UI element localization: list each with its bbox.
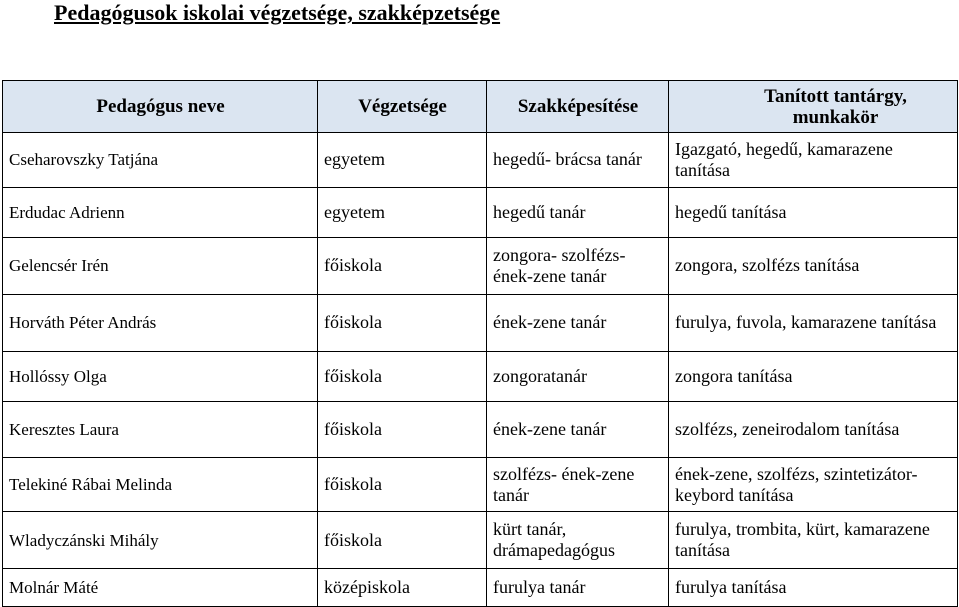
teacher-subjects: furulya tanítása bbox=[669, 569, 958, 607]
teacher-qualification: ének-zene tanár bbox=[487, 294, 669, 351]
header-row bbox=[3, 81, 958, 133]
table-row bbox=[3, 238, 958, 295]
staff-qualification-table bbox=[2, 80, 958, 607]
teacher-qualification: hegedű tanár bbox=[487, 187, 669, 237]
teacher-qualification: kürt tanár, drámapedagógus bbox=[487, 512, 669, 569]
teacher-name: Hollóssy Olga bbox=[3, 351, 318, 401]
teacher-subjects: furulya, fuvola, kamarazene tanítása bbox=[669, 294, 958, 351]
table-row bbox=[3, 569, 958, 607]
page-title: Pedagógusok iskolai végzetsége, szakképzetsége bbox=[54, 0, 501, 25]
teacher-subjects: furulya, trombita, kürt, kamarazene tanítása bbox=[669, 512, 958, 569]
teacher-name: Gelencsér Irén bbox=[3, 238, 318, 295]
table-row bbox=[3, 187, 958, 237]
header-education: Végzetsége bbox=[318, 81, 487, 133]
header-qualification: Szakképesítése bbox=[487, 81, 669, 133]
teacher-qualification: furulya tanár bbox=[487, 569, 669, 607]
teacher-name: Horváth Péter András bbox=[3, 294, 318, 351]
teacher-name: Keresztes Laura bbox=[3, 402, 318, 458]
header-name: Pedagógus neve bbox=[3, 81, 318, 133]
teacher-subjects: zongora tanítása bbox=[669, 351, 958, 401]
teacher-education: egyetem bbox=[318, 187, 487, 237]
teacher-education: főiskola bbox=[318, 512, 487, 569]
teacher-subjects: szolfézs, zeneirodalom tanítása bbox=[669, 402, 958, 458]
teacher-qualification: zongoratanár bbox=[487, 351, 669, 401]
teacher-name: Cseharovszky Tatjána bbox=[3, 133, 318, 188]
teacher-education: egyetem bbox=[318, 133, 487, 188]
teacher-education: középiskola bbox=[318, 569, 487, 607]
table-row bbox=[3, 133, 958, 188]
teacher-subjects: zongora, szolfézs tanítása bbox=[669, 238, 958, 295]
table-row bbox=[3, 351, 958, 401]
teacher-education: főiskola bbox=[318, 351, 487, 401]
teacher-name: Telekiné Rábai Melinda bbox=[3, 457, 318, 512]
table-row bbox=[3, 294, 958, 351]
teacher-qualification: ének-zene tanár bbox=[487, 402, 669, 458]
teacher-name: Wladyczánski Mihály bbox=[3, 512, 318, 569]
teacher-education: főiskola bbox=[318, 457, 487, 512]
table-row bbox=[3, 402, 958, 458]
table-row bbox=[3, 512, 958, 569]
teacher-qualification: szolfézs- ének-zene tanár bbox=[487, 457, 669, 512]
teacher-subjects: Igazgató, hegedű, kamarazene tanítása bbox=[669, 133, 958, 188]
teacher-name: Erdudac Adrienn bbox=[3, 187, 318, 237]
teacher-education: főiskola bbox=[318, 294, 487, 351]
teacher-qualification: hegedű- brácsa tanár bbox=[487, 133, 669, 188]
teacher-education: főiskola bbox=[318, 238, 487, 295]
table-row bbox=[3, 457, 958, 512]
header-subjects: Tanított tantárgy, munkakör bbox=[669, 81, 958, 133]
teacher-subjects: ének-zene, szolfézs, szintetizátor- keybord tanítása bbox=[669, 457, 958, 512]
teacher-qualification: zongora- szolfézs-ének-zene tanár bbox=[487, 238, 669, 295]
teacher-subjects: hegedű tanítása bbox=[669, 187, 958, 237]
teacher-education: főiskola bbox=[318, 402, 487, 458]
teacher-name: Molnár Máté bbox=[3, 569, 318, 607]
